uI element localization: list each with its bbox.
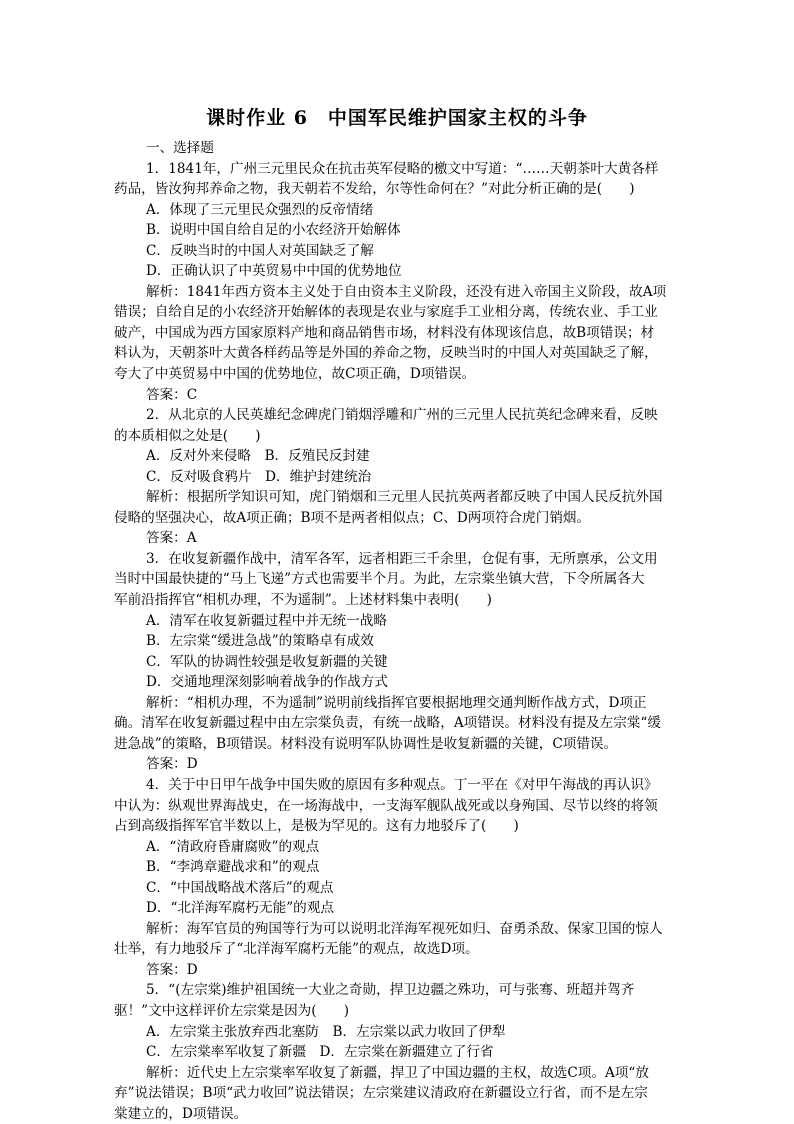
text-line: 答案：D xyxy=(146,756,198,773)
text-line: 侵略的坚强决心，故A项正确；B项不是两者相似点；C、D两项符合虎门销烟。 xyxy=(114,509,591,526)
text-line: 中认为：纵观世界海战史，在一场海战中，一支海军舰队战死或以身殉国、尽节以终的将领 xyxy=(114,797,658,814)
text-line: B．左宗棠“缓进急战”的策略卓有成效 xyxy=(146,633,374,650)
text-line: C．反对吸食鸦片 D．维护封建统治 xyxy=(146,468,372,485)
text-line: 的本质相似之处是( ) xyxy=(114,427,261,444)
text-line: 占到高级指挥军官半数以上，是极为罕见的。这有力地驳斥了( ) xyxy=(114,818,519,835)
text-line: 答案：A xyxy=(146,530,197,547)
text-line: 1．1841年，广州三元里民众在抗击英军侵略的檄文中写道：“……天朝茶叶大黄各样 xyxy=(146,160,659,177)
text-line: 当时中国最快捷的“马上飞递”方式也需要半个月。为此，左宗棠坐镇大营，下令所属各大 xyxy=(114,571,645,588)
text-line: 军前沿指挥官“相机办理，不为遥制”。上述材料集中表明( ) xyxy=(114,592,492,609)
text-line: C．军队的协调性较强是收复新疆的关键 xyxy=(146,653,388,670)
text-line: C．“中国战略战术落后”的观点 xyxy=(146,879,334,896)
text-line: B．说明中国自给自足的小农经济开始解体 xyxy=(146,222,401,239)
text-line: 解析：近代史上左宗棠率军收复了新疆，捍卫了中国边疆的主权，故选C项。A项“放 xyxy=(146,1064,649,1081)
text-line: C．反映当时的中国人对英国缺乏了解 xyxy=(146,242,374,259)
page-title: 课时作业 6 中国军民维护国家主权的斗争 xyxy=(206,107,588,129)
text-line: 进急战”的策略，B项错误。材料没有说明军队协调性是收复新疆的关键，C项错误。 xyxy=(114,735,618,752)
text-line: 4．关于中日甲午战争中国失败的原因有多种观点。丁一平在《对甲午海战的再认识》 xyxy=(146,776,658,793)
text-line: A．“清政府昏庸腐败”的观点 xyxy=(146,838,320,855)
text-line: D．交通地理深刻影响着战争的作战方式 xyxy=(146,674,388,691)
text-line: 破产，中国成为西方国家原料产地和商品销售市场，材料没有体现该信息，故B项错误；材 xyxy=(114,324,655,341)
text-line: 答案：D xyxy=(146,961,198,978)
text-line: A．清军在收复新疆过程中并无统一战略 xyxy=(146,612,387,629)
text-line: 2．从北京的人民英雄纪念碑虎门销烟浮雕和广州的三元里人民抗英纪念碑来看，反映 xyxy=(146,407,658,424)
text-line: 药品，皆汝狗邦养命之物，我天朝若不发给，尔等性命何在？”对此分析正确的是( ) xyxy=(114,181,635,198)
text-line: 料认为，天朝茶叶大黄各样药品等是外国的养命之物，反映当时的中国人对英国缺乏了解， xyxy=(114,345,658,362)
text-line: 解析：根据所学知识可知，虎门销烟和三元里人民抗英两者都反映了中国人民反抗外国 xyxy=(146,489,663,506)
text-line: C．左宗棠率军收复了新疆 D．左宗棠在新疆建立了行省 xyxy=(146,1044,494,1061)
text-line: 解析：“相机办理，不为遥制”说明前线指挥官要根据地理交通判断作战方式，D项正 xyxy=(146,694,647,711)
text-line: 棠建立的，D项错误。 xyxy=(114,1105,248,1122)
text-line: 答案：C xyxy=(146,386,198,403)
text-line: 弃”说法错误；B项“武力收回”说法错误；左宗棠建议清政府在新疆设立行省，而不是左宗 xyxy=(114,1085,648,1102)
text-line: A．体现了三元里民众强烈的反帝情绪 xyxy=(146,201,374,218)
text-line: 确。清军在收复新疆过程中由左宗棠负责，有统一战略，A项错误。材料没有提及左宗棠“缓 xyxy=(114,715,661,732)
text-line: A．左宗棠主张放弃西北塞防 B．左宗棠以武力收回了伊犁 xyxy=(146,1023,506,1040)
document-body xyxy=(114,138,682,1124)
text-line: 驱！”文中这样评价左宗棠是因为( ) xyxy=(114,1002,350,1019)
text-line: 错误；自给自足的小农经济开始解体的表现是农业与家庭手工业相分离，传统农业、手工业 xyxy=(114,304,658,321)
text-line: 3．在收复新疆作战中，清军各军，远者相距三千余里，仓促有事，无所禀承，公文用 xyxy=(146,550,658,567)
text-line: 解析：海军官员的殉国等行为可以说明北洋海军视死如归、奋勇杀敌、保家卫国的惊人 xyxy=(146,920,663,937)
text-line: 夸大了中英贸易中中国的优势地位，故C项正确，D项错误。 xyxy=(114,366,476,383)
text-line: D．正确认识了中英贸易中中国的优势地位 xyxy=(146,263,402,280)
text-line: A．反对外来侵略 B．反殖民反封建 xyxy=(146,448,370,465)
text-line: 壮举，有力地驳斥了“北洋海军腐朽无能”的观点，故选D项。 xyxy=(114,941,479,958)
text-line: 解析：1841年西方资本主义处于自由资本主义阶段，还没有进入帝国主义阶段，故A项 xyxy=(146,283,667,300)
text-line: 一、选择题 xyxy=(146,140,214,156)
text-line: D．“北洋海军腐朽无能”的观点 xyxy=(146,900,334,917)
text-line: 5．“(左宗棠)维护祖国统一大业之奇勋，捍卫边疆之殊功，可与张骞、班超并驾齐 xyxy=(146,982,635,999)
text-line: B．“李鸿章避战求和”的观点 xyxy=(146,859,320,876)
